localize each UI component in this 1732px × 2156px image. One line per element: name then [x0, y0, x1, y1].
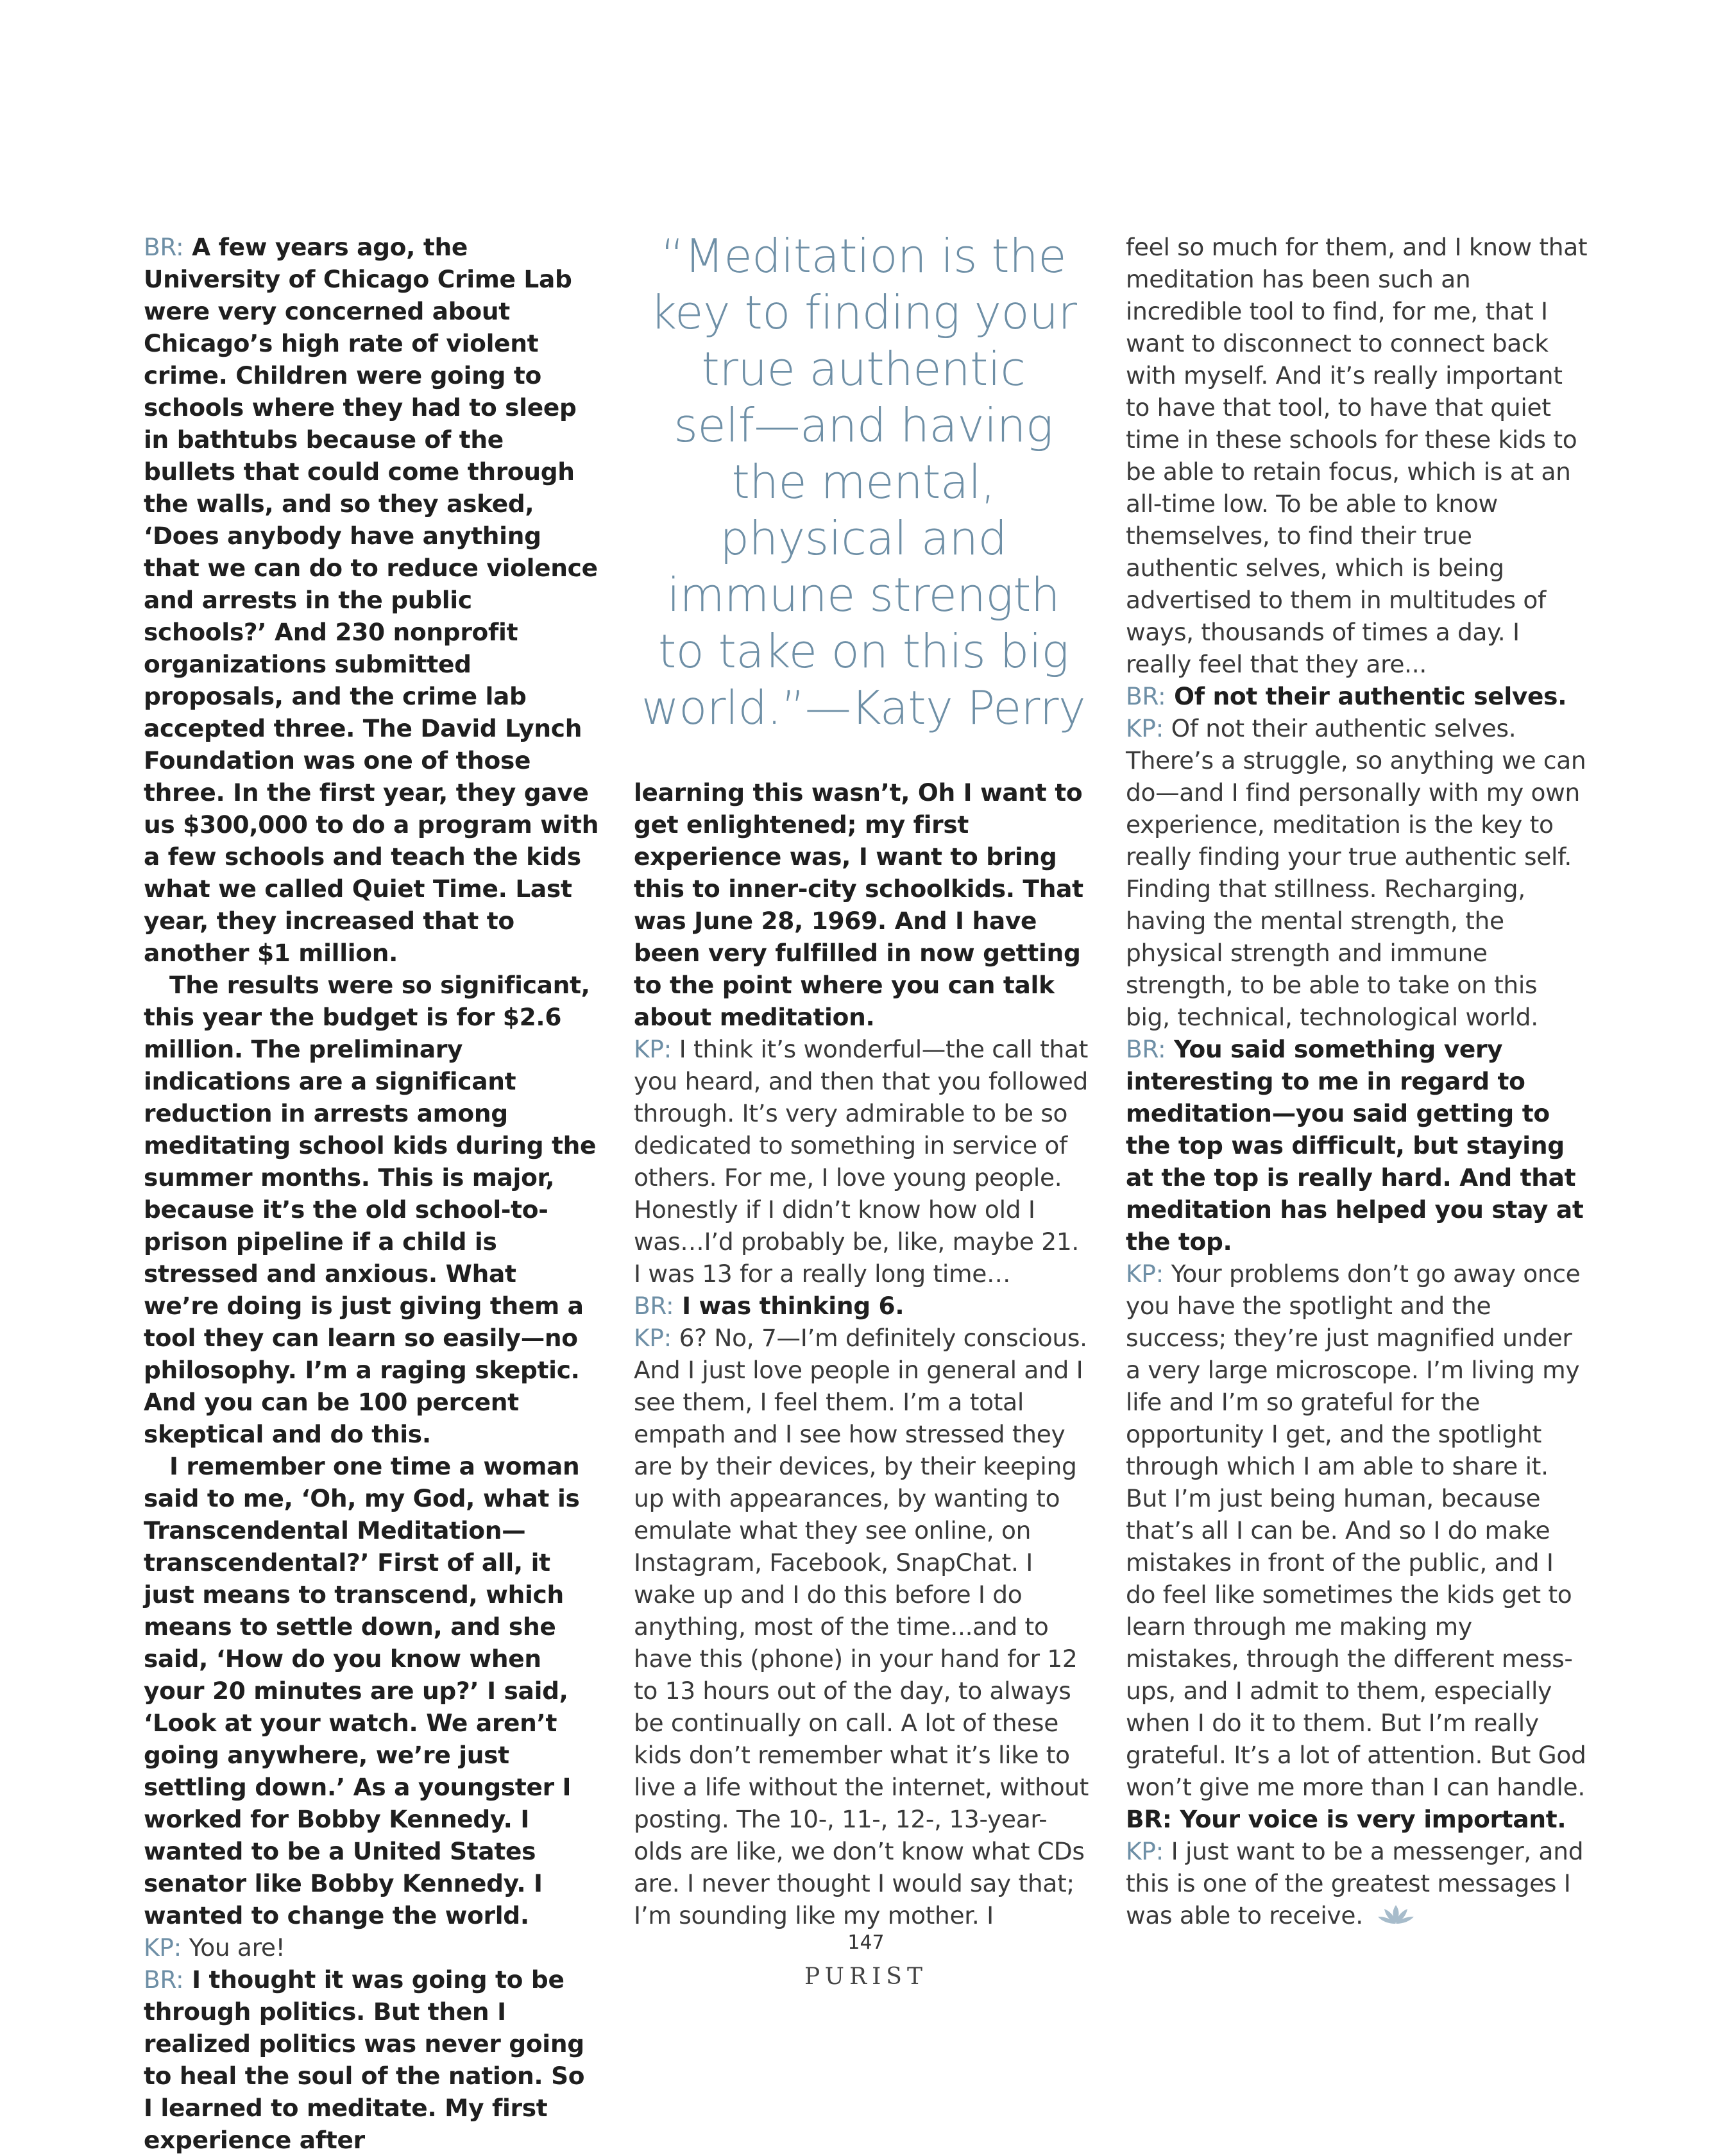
question-text: I thought it was going to be through politics. But then I realized politics was never going to heal the soul of the nation. So I learned to meditate. My first experience after — [144, 1965, 585, 2154]
answer-text: Of not their authentic selves. There’s a struggle, so anything we can do—and I find personally with my own experience, meditation is the key to really finding your true authentic self. Finding that stillness. Recharging, having the mental strength, the physical strength and immune strength, to be able to take on this big, technical, technological world. — [1126, 714, 1586, 1031]
answer-text: I think it’s wonderful—the call that you heard, and then that you followed through. It’s very admirable to be so dedicated to something in service of others. For me, I love young people. Honestly if I didn’t know how old I was…I’d probably be, like, maybe 21. I was 13 for a really long time… — [634, 1035, 1089, 1288]
paragraph — [1126, 712, 1588, 1033]
speaker-label: BR: — [1126, 1035, 1166, 1063]
page-number: 147 — [847, 1931, 885, 1954]
paragraph — [144, 231, 599, 969]
speaker-label: BR: — [144, 233, 184, 261]
paragraph — [634, 776, 1091, 1033]
answer-text: You are! — [181, 1933, 285, 1962]
pull-quote-line: the mental, — [731, 455, 996, 509]
paragraph — [1126, 1835, 1588, 1933]
answer-text: 6? No, 7—I’m definitely conscious. And I just love people in general and I see them, I feel them. I’m a total empath and I see how stressed they are by their devices, by their keeping up with appearances, by wanting to emulate what they see online, on Instagram, Facebook, SnapChat. I wake up and I do this before I do anything, most of the time...and to have this (phone) in your hand for 12 to 13 hours out of the day, to always be continually on call. A lot of these kids don’t remember what it’s like to live a life without the internet, without posting. The 10-, 11-, 12-, 13-year-olds are like, we don’t know what CDs are. I never thought I would say that; I’m sounding like my mother. I — [634, 1324, 1089, 1929]
pull-quote-line: physical and — [720, 511, 1007, 565]
answer-text: feel so much for them, and I know that meditation has been such an incredible tool to find, for me, that I want to disconnect to connect back with myself. And it’s really important to have that tool, to have that quiet time in these schools for these kids to be able to retain focus, which is at an all-time low. To be able to know themselves, to find their true authentic selves, which is being advertised to them in multitudes of ways, thousands of times a day. I really feel that they are... — [1126, 233, 1588, 678]
answer-text: I just want to be a messenger, and this is one of the greatest messages I was able to receive. — [1126, 1837, 1584, 1929]
question-text: Of not their authentic selves. — [1166, 682, 1567, 710]
paragraph — [1126, 231, 1588, 680]
paragraph — [1126, 1033, 1588, 1258]
question-text: learning this wasn’t, Oh I want to get enlightened; my first experience was, I want to bring this to inner-city schoolkids. That was June 28, 1969. And I have been very fulfilled in now getting to the point where you can talk about meditation. — [634, 778, 1083, 1031]
answer-text: Your problems don’t go away once you have the spotlight and the success; they’re just magnified under a very large microscope. I’m living my life and I’m so grateful for the opportunity I get, and the spotlight through which I am able to share it. But I’m just being human, because that’s all I can be. And so I do make mistakes in front of the public, and I do feel like sometimes the kids get to learn through me making my mistakes, through the different mess-ups, and I admit to them, especially when I do it to them. But I’m really grateful. It’s a lot of attention. But God won’t give me more than I can handle. — [1126, 1260, 1586, 1801]
pull-quote-line: world.”—Katy Perry — [641, 681, 1086, 735]
question-text: A few years ago, the University of Chicago Crime Lab were very concerned about Chicago’s high rate of violent crime. Children were going to schools where they had to sleep in bathtubs because of the bullets that could come through the walls, and so they asked, ‘Does anybody have anything that we can do to reduce violence and arrests in the public schools?’ And 230 nonprofit organizations submitted proposals, and the crime lab accepted three. The David Lynch Foundation was one of those three. In the first year, they gave us $300,000 to do a program with a few schools and teach the kids what we called Quiet Time. Last year, they increased that to another $1 million. — [144, 233, 599, 967]
speaker-label: KP: — [1126, 1837, 1164, 1865]
article-column-2 — [634, 776, 1091, 1931]
article-column-1 — [144, 231, 599, 2156]
paragraph — [634, 1290, 1091, 1322]
pull-quote-line: key to finding your — [650, 286, 1077, 339]
pull-quote-line: to take on this big — [658, 624, 1069, 678]
speaker-label: KP: — [634, 1324, 672, 1352]
pull-quote-line: immune strength — [667, 568, 1060, 622]
paragraph — [1126, 1803, 1588, 1835]
paragraph — [634, 1322, 1091, 1931]
pull-quote-line: “Meditation is the — [660, 229, 1067, 283]
paragraph — [144, 969, 599, 1450]
pull-quote-line: self—and having — [674, 398, 1053, 452]
speaker-label: KP: — [144, 1933, 182, 1962]
speaker-label: BR: — [634, 1292, 674, 1320]
question-text: The results were so significant, this year the budget is for $2.6 million. The preliminary indications are a significant reduction in arrests among meditating school kids during the summer months. This is major, because it’s the old school-to-prison pipeline if a child is stressed and anxious. What we’re doing is just giving them a tool they can learn so easily—no philosophy. I’m a raging skeptic. And you can be 100 percent skeptical and do this. — [144, 971, 597, 1448]
question-text: I remember one time a woman said to me, ‘Oh, my God, what is Transcendental Meditation—transcendental?’ First of all, it just means to transcend, which means to settle down, and she said, ‘How do you know when your 20 minutes are up?’ I said, ‘Look at your watch. We aren’t going anywhere, we’re just settling down.’ As a youngster I worked for Bobby Kennedy. I wanted to be a United States senator like Bobby Kennedy. I wanted to change the world. — [144, 1452, 580, 1929]
paragraph — [1126, 680, 1588, 712]
pull-quote-line: true authentic — [701, 342, 1026, 396]
paragraph — [144, 1450, 599, 1931]
question-text: You said something very interesting to me in regard to meditation—you said getting to the top was difficult, but staying at the top is really hard. And that meditation has helped you stay at the top. — [1126, 1035, 1584, 1256]
speaker-label: KP: — [1126, 714, 1164, 742]
speaker-label: BR: — [1126, 682, 1166, 710]
paragraph — [634, 1033, 1091, 1290]
magazine-logo: PURIST — [804, 1964, 928, 1990]
pull-quote — [635, 228, 1092, 736]
question-text: BR: Your voice is very important. — [1126, 1805, 1566, 1833]
question-text: I was thinking 6. — [674, 1292, 904, 1320]
speaker-label: KP: — [1126, 1260, 1164, 1288]
paragraph — [144, 1964, 599, 2156]
speaker-label: BR: — [144, 1965, 184, 1994]
speaker-label: KP: — [634, 1035, 672, 1063]
lotus-icon — [1377, 1901, 1415, 1933]
paragraph — [1126, 1258, 1588, 1803]
article-column-3 — [1126, 231, 1588, 1933]
